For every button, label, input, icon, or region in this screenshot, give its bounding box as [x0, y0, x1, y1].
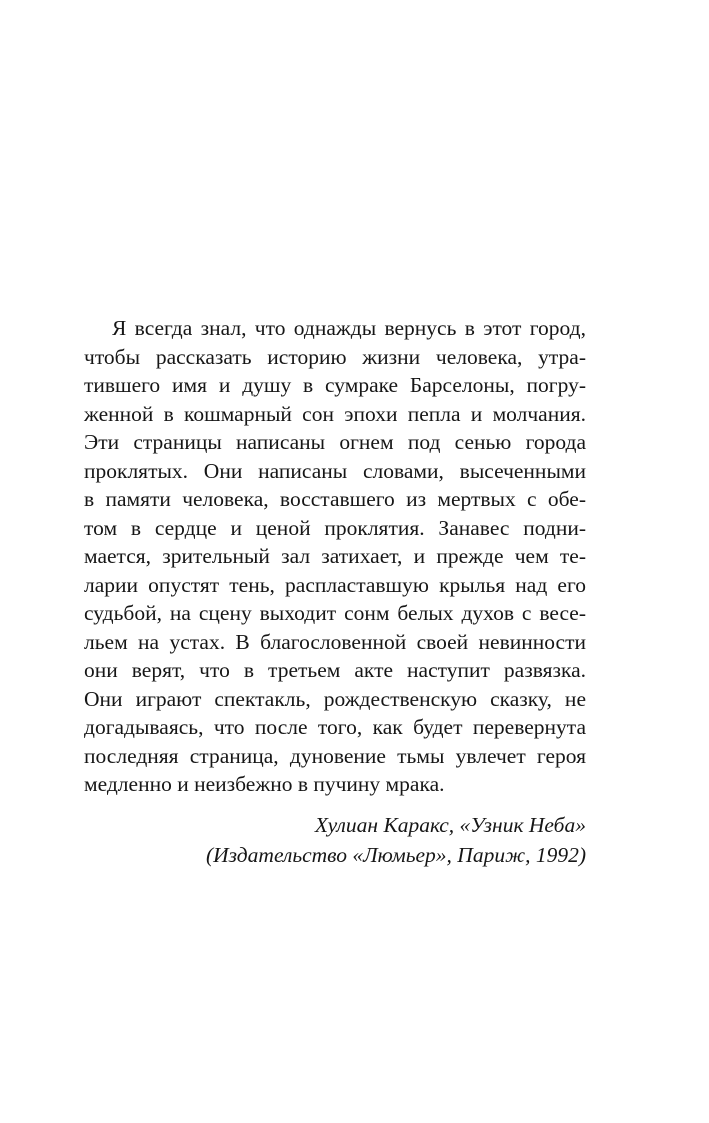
epigraph-attribution: [84, 810, 586, 870]
epigraph-line: медленно и неизбежно в пучину мрака.: [84, 772, 445, 796]
epigraph-text: [84, 314, 586, 799]
epigraph-line: догадываясь, что после того, как будет перевернута: [84, 715, 586, 739]
epigraph-line: том в сердце и ценой проклятия. Занавес подни-: [84, 515, 586, 540]
epigraph-line: в памяти человека, восставшего из мертвых с обе-: [84, 487, 586, 511]
epigraph-line: Я всегда знал, что однажды вернусь в этот город,: [112, 316, 586, 340]
attribution-publisher: (Издательство «Люмьер», Париж, 1992): [206, 842, 586, 867]
attribution-author-work: Хулиан Каракс, «Узник Неба»: [314, 812, 586, 837]
epigraph-line: последняя страница, дуновение тьмы увлечет героя: [84, 743, 586, 768]
epigraph-line: проклятых. Они написаны словами, высеченными: [84, 458, 586, 483]
epigraph-line: Они играют спектакль, рождественскую сказку, не: [84, 686, 586, 711]
epigraph-line: тившего имя и душу в сумраке Барселоны, погру-: [84, 373, 586, 397]
epigraph-line: ларии опустят тень, распластавшую крылья над его: [84, 572, 586, 597]
epigraph-block: [84, 314, 586, 870]
epigraph-line: судьбой, на сцену выходит сонм белых духов с весе-: [84, 601, 586, 625]
epigraph-line: они верят, что в третьем акте наступит развязка.: [84, 658, 586, 682]
epigraph-line: мается, зрительный зал затихает, и прежде чем те-: [84, 544, 586, 568]
epigraph-line: льем на устах. В благословенной своей невинности: [84, 629, 586, 654]
epigraph-line: чтобы рассказать историю жизни человека, утра-: [84, 344, 586, 369]
epigraph-line: Эти страницы написаны огнем под сенью города: [84, 430, 586, 454]
epigraph-line: женной в кошмарный сон эпохи пепла и молчания.: [84, 401, 586, 426]
